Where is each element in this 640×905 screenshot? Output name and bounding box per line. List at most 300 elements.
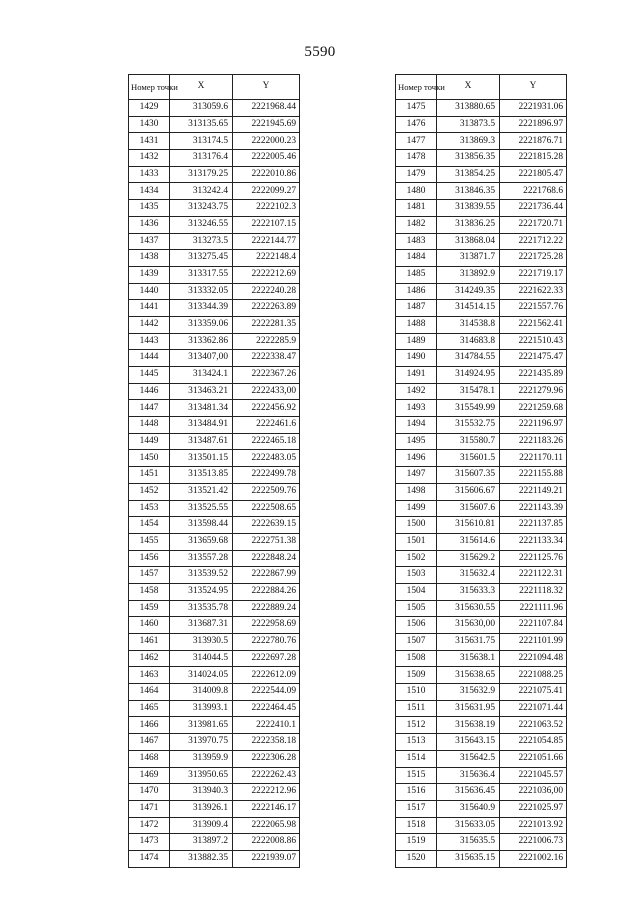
point-number-cell: 1447 <box>129 400 170 417</box>
point-number-cell: 1507 <box>396 634 437 651</box>
x-coordinate-cell: 315633.05 <box>437 817 500 834</box>
y-coordinate-cell: 2222697.28 <box>233 650 300 667</box>
y-coordinate-cell: 2222410.1 <box>233 717 300 734</box>
x-coordinate-cell: 313598.44 <box>170 517 233 534</box>
x-coordinate-cell: 313959.9 <box>170 750 233 767</box>
table-row <box>129 567 300 584</box>
point-number-cell: 1509 <box>396 667 437 684</box>
y-coordinate-cell: 2222508.65 <box>233 500 300 517</box>
x-coordinate-cell: 313525.55 <box>170 500 233 517</box>
point-number-cell: 1462 <box>129 650 170 667</box>
table-row <box>396 183 567 200</box>
table-row <box>396 834 567 851</box>
x-coordinate-cell: 313242.4 <box>170 183 233 200</box>
y-coordinate-cell: 2222107.15 <box>233 216 300 233</box>
x-coordinate-cell: 315532.75 <box>437 417 500 434</box>
table-row <box>129 583 300 600</box>
table-row <box>129 383 300 400</box>
table-row <box>129 100 300 117</box>
table-row <box>129 350 300 367</box>
x-coordinate-cell: 315633.3 <box>437 583 500 600</box>
table-row <box>129 183 300 200</box>
table-row <box>396 650 567 667</box>
table-row <box>396 383 567 400</box>
point-number-cell: 1519 <box>396 834 437 851</box>
table-row <box>129 450 300 467</box>
y-coordinate-cell: 2222884.26 <box>233 583 300 600</box>
point-number-cell: 1466 <box>129 717 170 734</box>
x-coordinate-cell: 313359.06 <box>170 316 233 333</box>
point-number-cell: 1480 <box>396 183 437 200</box>
x-coordinate-cell: 313521.42 <box>170 483 233 500</box>
table-row <box>129 550 300 567</box>
point-number-cell: 1452 <box>129 483 170 500</box>
point-number-cell: 1465 <box>129 700 170 717</box>
x-coordinate-cell: 313854.25 <box>437 166 500 183</box>
y-coordinate-cell: 2222867.99 <box>233 567 300 584</box>
table-row <box>396 417 567 434</box>
table-row <box>396 734 567 751</box>
y-coordinate-cell: 2222848.24 <box>233 550 300 567</box>
table-row <box>396 333 567 350</box>
y-coordinate-cell: 2222338.47 <box>233 350 300 367</box>
point-number-cell: 1448 <box>129 417 170 434</box>
point-number-cell: 1514 <box>396 750 437 767</box>
x-coordinate-cell: 313993.1 <box>170 700 233 717</box>
point-number-cell: 1468 <box>129 750 170 767</box>
point-number-cell: 1498 <box>396 483 437 500</box>
table-row <box>129 750 300 767</box>
x-coordinate-cell: 314044.5 <box>170 650 233 667</box>
x-coordinate-cell: 315631.95 <box>437 700 500 717</box>
y-coordinate-cell: 2222099.27 <box>233 183 300 200</box>
table-row <box>129 817 300 834</box>
y-coordinate-cell: 2222465.18 <box>233 433 300 450</box>
table-row <box>396 600 567 617</box>
table-row <box>129 517 300 534</box>
point-number-cell: 1444 <box>129 350 170 367</box>
table-row <box>396 617 567 634</box>
point-number-cell: 1431 <box>129 133 170 150</box>
table-row <box>396 300 567 317</box>
table-row <box>396 517 567 534</box>
x-coordinate-cell: 315614.6 <box>437 533 500 550</box>
point-number-cell: 1455 <box>129 533 170 550</box>
point-number-cell: 1453 <box>129 500 170 517</box>
x-coordinate-cell: 313487.61 <box>170 433 233 450</box>
y-coordinate-cell: 2221557.76 <box>500 300 567 317</box>
point-number-cell: 1478 <box>396 150 437 167</box>
table-row <box>129 617 300 634</box>
y-coordinate-cell: 2221122.31 <box>500 567 567 584</box>
table-row <box>129 700 300 717</box>
point-number-cell: 1440 <box>129 283 170 300</box>
y-coordinate-cell: 2222146.17 <box>233 800 300 817</box>
point-number-cell: 1471 <box>129 800 170 817</box>
table-row <box>396 767 567 784</box>
x-coordinate-cell: 315606.67 <box>437 483 500 500</box>
x-coordinate-cell: 313317.55 <box>170 266 233 283</box>
y-coordinate-cell: 2221071.44 <box>500 700 567 717</box>
point-number-cell: 1501 <box>396 533 437 550</box>
point-number-cell: 1487 <box>396 300 437 317</box>
x-coordinate-cell: 313539.52 <box>170 567 233 584</box>
point-number-cell: 1443 <box>129 333 170 350</box>
header-y: Y <box>233 75 300 100</box>
y-coordinate-cell: 2221712.22 <box>500 233 567 250</box>
y-coordinate-cell: 2222499.78 <box>233 467 300 484</box>
point-number-cell: 1489 <box>396 333 437 350</box>
point-number-cell: 1475 <box>396 100 437 117</box>
point-number-cell: 1503 <box>396 567 437 584</box>
header-point-number: Номер точки <box>396 75 437 100</box>
table-row <box>129 283 300 300</box>
x-coordinate-cell: 313501.15 <box>170 450 233 467</box>
y-coordinate-cell: 2221510.43 <box>500 333 567 350</box>
point-number-cell: 1494 <box>396 417 437 434</box>
x-coordinate-cell: 313687.31 <box>170 617 233 634</box>
table-row <box>396 784 567 801</box>
x-coordinate-cell: 315607.6 <box>437 500 500 517</box>
table-row <box>129 650 300 667</box>
x-coordinate-cell: 313981.65 <box>170 717 233 734</box>
table-row <box>129 634 300 651</box>
y-coordinate-cell: 2221075.41 <box>500 684 567 701</box>
point-number-cell: 1506 <box>396 617 437 634</box>
point-number-cell: 1456 <box>129 550 170 567</box>
point-number-cell: 1457 <box>129 567 170 584</box>
y-coordinate-cell: 2221107.84 <box>500 617 567 634</box>
table-row <box>396 283 567 300</box>
x-coordinate-cell: 314249.35 <box>437 283 500 300</box>
table-row <box>396 483 567 500</box>
y-coordinate-cell: 2221945.69 <box>233 116 300 133</box>
table-row <box>396 316 567 333</box>
table-row <box>396 717 567 734</box>
y-coordinate-cell: 2221006.73 <box>500 834 567 851</box>
table-header-row <box>129 75 300 100</box>
table-row <box>129 367 300 384</box>
table-row <box>129 300 300 317</box>
x-coordinate-cell: 315630,00 <box>437 617 500 634</box>
point-number-cell: 1484 <box>396 250 437 267</box>
table-row <box>396 684 567 701</box>
x-coordinate-cell: 313424.1 <box>170 367 233 384</box>
x-coordinate-cell: 315580.7 <box>437 433 500 450</box>
point-number-cell: 1508 <box>396 650 437 667</box>
table-row <box>396 817 567 834</box>
table-row <box>129 216 300 233</box>
table-row <box>396 800 567 817</box>
x-coordinate-cell: 315638.65 <box>437 667 500 684</box>
x-coordinate-cell: 315549.99 <box>437 400 500 417</box>
y-coordinate-cell: 2222464.45 <box>233 700 300 717</box>
table-header-row <box>396 75 567 100</box>
y-coordinate-cell: 2221896.97 <box>500 116 567 133</box>
point-number-cell: 1505 <box>396 600 437 617</box>
table-row <box>129 684 300 701</box>
table-row <box>129 333 300 350</box>
y-coordinate-cell: 2222639.15 <box>233 517 300 534</box>
point-number-cell: 1451 <box>129 467 170 484</box>
table-row <box>396 433 567 450</box>
x-coordinate-cell: 313846.35 <box>437 183 500 200</box>
x-coordinate-cell: 313174.5 <box>170 133 233 150</box>
y-coordinate-cell: 2221125.76 <box>500 550 567 567</box>
table-row <box>396 200 567 217</box>
point-number-cell: 1476 <box>396 116 437 133</box>
x-coordinate-cell: 315640.9 <box>437 800 500 817</box>
y-coordinate-cell: 2221968.44 <box>233 100 300 117</box>
y-coordinate-cell: 2221196.97 <box>500 417 567 434</box>
table-row <box>129 316 300 333</box>
x-coordinate-cell: 313882.35 <box>170 850 233 867</box>
point-number-cell: 1520 <box>396 850 437 867</box>
y-coordinate-cell: 2221622.33 <box>500 283 567 300</box>
y-coordinate-cell: 2221054.85 <box>500 734 567 751</box>
point-number-cell: 1492 <box>396 383 437 400</box>
point-number-cell: 1430 <box>129 116 170 133</box>
x-coordinate-cell: 315636.4 <box>437 767 500 784</box>
x-coordinate-cell: 313275.45 <box>170 250 233 267</box>
x-coordinate-cell: 315638.1 <box>437 650 500 667</box>
table-row <box>129 500 300 517</box>
table-row <box>396 850 567 867</box>
table-row <box>129 800 300 817</box>
x-coordinate-cell: 313926.1 <box>170 800 233 817</box>
point-number-cell: 1516 <box>396 784 437 801</box>
x-coordinate-cell: 313176.4 <box>170 150 233 167</box>
x-coordinate-cell: 313557.28 <box>170 550 233 567</box>
y-coordinate-cell: 2221002.16 <box>500 850 567 867</box>
x-coordinate-cell: 313513.85 <box>170 467 233 484</box>
point-number-cell: 1450 <box>129 450 170 467</box>
x-coordinate-cell: 313484.91 <box>170 417 233 434</box>
x-coordinate-cell: 315632.4 <box>437 567 500 584</box>
table-row <box>396 116 567 133</box>
table-row <box>396 100 567 117</box>
table-row <box>396 667 567 684</box>
table-row <box>129 734 300 751</box>
y-coordinate-cell: 2222889.24 <box>233 600 300 617</box>
y-coordinate-cell: 2222780.76 <box>233 634 300 651</box>
y-coordinate-cell: 2221562.41 <box>500 316 567 333</box>
y-coordinate-cell: 2221025.97 <box>500 800 567 817</box>
table-row <box>396 583 567 600</box>
table-row <box>129 250 300 267</box>
x-coordinate-cell: 315642.5 <box>437 750 500 767</box>
point-number-cell: 1502 <box>396 550 437 567</box>
y-coordinate-cell: 2221170.11 <box>500 450 567 467</box>
y-coordinate-cell: 2222240.28 <box>233 283 300 300</box>
y-coordinate-cell: 2221768.6 <box>500 183 567 200</box>
y-coordinate-cell: 2221475.47 <box>500 350 567 367</box>
y-coordinate-cell: 2222367.26 <box>233 367 300 384</box>
point-number-cell: 1483 <box>396 233 437 250</box>
x-coordinate-cell: 313880.65 <box>437 100 500 117</box>
y-coordinate-cell: 2221051.66 <box>500 750 567 767</box>
table-row <box>129 200 300 217</box>
coordinates-table-left <box>128 74 300 868</box>
y-coordinate-cell: 2222456.92 <box>233 400 300 417</box>
table-row <box>129 533 300 550</box>
point-number-cell: 1513 <box>396 734 437 751</box>
header-x: X <box>437 75 500 100</box>
y-coordinate-cell: 2221876.71 <box>500 133 567 150</box>
table-row <box>396 216 567 233</box>
y-coordinate-cell: 2221143.39 <box>500 500 567 517</box>
y-coordinate-cell: 2221149.21 <box>500 483 567 500</box>
x-coordinate-cell: 313868.04 <box>437 233 500 250</box>
point-number-cell: 1454 <box>129 517 170 534</box>
x-coordinate-cell: 313246.55 <box>170 216 233 233</box>
x-coordinate-cell: 313344.39 <box>170 300 233 317</box>
y-coordinate-cell: 2222358.18 <box>233 734 300 751</box>
point-number-cell: 1435 <box>129 200 170 217</box>
table-row <box>396 450 567 467</box>
x-coordinate-cell: 315478.1 <box>437 383 500 400</box>
table-row <box>396 400 567 417</box>
point-number-cell: 1493 <box>396 400 437 417</box>
y-coordinate-cell: 2222285.9 <box>233 333 300 350</box>
x-coordinate-cell: 315632.9 <box>437 684 500 701</box>
point-number-cell: 1488 <box>396 316 437 333</box>
table-row <box>396 350 567 367</box>
x-coordinate-cell: 313407,00 <box>170 350 233 367</box>
y-coordinate-cell: 2222262.43 <box>233 767 300 784</box>
y-coordinate-cell: 2222612.09 <box>233 667 300 684</box>
coordinates-table-right <box>395 74 567 868</box>
x-coordinate-cell: 313659.68 <box>170 533 233 550</box>
table-row <box>396 550 567 567</box>
point-number-cell: 1510 <box>396 684 437 701</box>
x-coordinate-cell: 313362.86 <box>170 333 233 350</box>
table-row <box>396 233 567 250</box>
point-number-cell: 1500 <box>396 517 437 534</box>
y-coordinate-cell: 2221036,00 <box>500 784 567 801</box>
x-coordinate-cell: 314009.8 <box>170 684 233 701</box>
point-number-cell: 1469 <box>129 767 170 784</box>
y-coordinate-cell: 2221259.68 <box>500 400 567 417</box>
table-row <box>129 834 300 851</box>
x-coordinate-cell: 313135.65 <box>170 116 233 133</box>
table-row <box>129 233 300 250</box>
table-row <box>129 850 300 867</box>
table-row <box>129 150 300 167</box>
y-coordinate-cell: 2221725.28 <box>500 250 567 267</box>
y-coordinate-cell: 2222212.69 <box>233 266 300 283</box>
table-row <box>396 150 567 167</box>
point-number-cell: 1439 <box>129 266 170 283</box>
table-row <box>396 700 567 717</box>
y-coordinate-cell: 2221805.47 <box>500 166 567 183</box>
x-coordinate-cell: 313892.9 <box>437 266 500 283</box>
table-row <box>396 634 567 651</box>
table-row <box>396 166 567 183</box>
y-coordinate-cell: 2222148.4 <box>233 250 300 267</box>
table-row <box>129 133 300 150</box>
y-coordinate-cell: 2222008.86 <box>233 834 300 851</box>
point-number-cell: 1515 <box>396 767 437 784</box>
x-coordinate-cell: 313869.3 <box>437 133 500 150</box>
x-coordinate-cell: 313930.5 <box>170 634 233 651</box>
y-coordinate-cell: 2221719.17 <box>500 266 567 283</box>
table-row <box>129 767 300 784</box>
point-number-cell: 1472 <box>129 817 170 834</box>
y-coordinate-cell: 2221435.89 <box>500 367 567 384</box>
table-row <box>396 500 567 517</box>
table-row <box>129 600 300 617</box>
table-row <box>396 533 567 550</box>
table-row <box>396 133 567 150</box>
point-number-cell: 1481 <box>396 200 437 217</box>
y-coordinate-cell: 2221101.99 <box>500 634 567 651</box>
x-coordinate-cell: 313273.5 <box>170 233 233 250</box>
x-coordinate-cell: 313243.75 <box>170 200 233 217</box>
point-number-cell: 1463 <box>129 667 170 684</box>
x-coordinate-cell: 315601.5 <box>437 450 500 467</box>
x-coordinate-cell: 313839.55 <box>437 200 500 217</box>
y-coordinate-cell: 2221931.06 <box>500 100 567 117</box>
x-coordinate-cell: 315630.55 <box>437 600 500 617</box>
point-number-cell: 1477 <box>396 133 437 150</box>
x-coordinate-cell: 313897.2 <box>170 834 233 851</box>
x-coordinate-cell: 315607.35 <box>437 467 500 484</box>
x-coordinate-cell: 315635.5 <box>437 834 500 851</box>
point-number-cell: 1479 <box>396 166 437 183</box>
point-number-cell: 1497 <box>396 467 437 484</box>
table-row <box>129 266 300 283</box>
point-number-cell: 1490 <box>396 350 437 367</box>
point-number-cell: 1433 <box>129 166 170 183</box>
table-row <box>129 717 300 734</box>
x-coordinate-cell: 315638.19 <box>437 717 500 734</box>
x-coordinate-cell: 315629.2 <box>437 550 500 567</box>
point-number-cell: 1432 <box>129 150 170 167</box>
point-number-cell: 1511 <box>396 700 437 717</box>
point-number-cell: 1512 <box>396 717 437 734</box>
table-row <box>129 483 300 500</box>
y-coordinate-cell: 2221279.96 <box>500 383 567 400</box>
table-row <box>129 417 300 434</box>
x-coordinate-cell: 315636.45 <box>437 784 500 801</box>
table-row <box>396 567 567 584</box>
x-coordinate-cell: 314514.15 <box>437 300 500 317</box>
y-coordinate-cell: 2221013.92 <box>500 817 567 834</box>
point-number-cell: 1482 <box>396 216 437 233</box>
y-coordinate-cell: 2222212.96 <box>233 784 300 801</box>
x-coordinate-cell: 313871.7 <box>437 250 500 267</box>
y-coordinate-cell: 2221183.26 <box>500 433 567 450</box>
x-coordinate-cell: 313481.34 <box>170 400 233 417</box>
y-coordinate-cell: 2222483.05 <box>233 450 300 467</box>
point-number-cell: 1437 <box>129 233 170 250</box>
point-number-cell: 1473 <box>129 834 170 851</box>
x-coordinate-cell: 313856.35 <box>437 150 500 167</box>
point-number-cell: 1442 <box>129 316 170 333</box>
y-coordinate-cell: 2222281.35 <box>233 316 300 333</box>
point-number-cell: 1485 <box>396 266 437 283</box>
table-row <box>129 433 300 450</box>
table-row <box>396 467 567 484</box>
point-number-cell: 1474 <box>129 850 170 867</box>
point-number-cell: 1470 <box>129 784 170 801</box>
point-number-cell: 1495 <box>396 433 437 450</box>
y-coordinate-cell: 2221111.96 <box>500 600 567 617</box>
y-coordinate-cell: 2222144.77 <box>233 233 300 250</box>
x-coordinate-cell: 314924.95 <box>437 367 500 384</box>
point-number-cell: 1496 <box>396 450 437 467</box>
